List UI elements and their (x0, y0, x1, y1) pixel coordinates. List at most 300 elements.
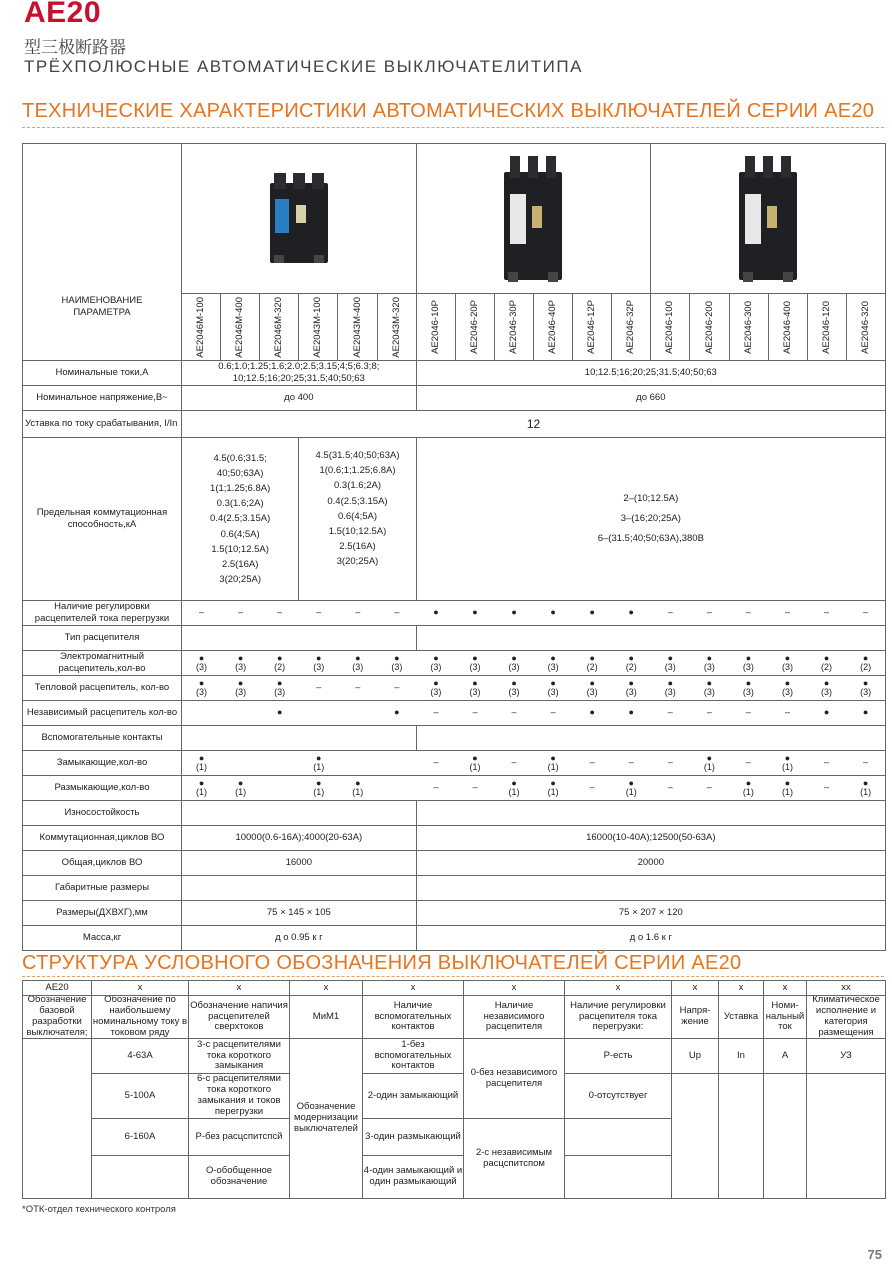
count-label: (3) (664, 662, 676, 672)
model-name (769, 294, 807, 360)
code-cell: х (719, 981, 763, 995)
aux-option: 1-без вспомогательных контактов (363, 1039, 463, 1073)
dot-icon: ● (394, 652, 400, 663)
dot-icon: ● (198, 777, 205, 788)
value-cell: – (824, 757, 830, 768)
breaking-line: 1(1;1.25;6.8А) (210, 483, 271, 495)
value-cell: ● (823, 707, 830, 718)
dot-icon: ● (511, 777, 517, 788)
value-cell: – (433, 757, 439, 768)
section-title-specs: ТЕХНИЧЕСКИЕ ХАРАКТЕРИСТИКИ АВТОМАТИЧЕСКИХ ВЫКЛЮЧАТЕЛЕЙ СЕРИИ АЕ20 (22, 100, 875, 122)
dot-icon: ● (472, 652, 478, 663)
value-cell (690, 754, 729, 773)
value-cell: ● (862, 707, 869, 718)
model-label: АЕ2046-40Р (547, 300, 559, 354)
value-cell (729, 654, 768, 673)
model-label: АЕ2046-30Р (507, 300, 519, 354)
value-cell (534, 754, 573, 773)
dot-icon: ● (784, 652, 791, 663)
model-label: АЕ2046-100 (664, 300, 676, 354)
value-cell (807, 679, 846, 698)
count-label: (1) (508, 787, 520, 797)
breaker-image-tall-2 (651, 144, 885, 293)
value-cell: – (628, 757, 634, 768)
value-cell (182, 654, 221, 673)
value-cell (495, 654, 534, 673)
spec-table (22, 143, 886, 951)
brand-title: AE20 (24, 0, 102, 29)
value-cell: – (784, 707, 790, 718)
value-cell: – (667, 707, 673, 718)
setting-value: 12 (182, 411, 885, 437)
empty-cell (719, 1074, 763, 1198)
count-label: (1) (352, 787, 364, 797)
count-label: (3) (352, 662, 364, 672)
empty-cell (764, 1074, 806, 1198)
dot-icon: ● (550, 652, 556, 663)
value-cell: – (550, 707, 556, 718)
dot-icon: ● (862, 677, 869, 688)
value-cell (416, 654, 455, 673)
model-label: АЕ2046-12Р (586, 300, 598, 354)
value-cell (299, 654, 338, 673)
breaking-a-list (210, 451, 270, 588)
value-cell: – (511, 757, 517, 768)
value-cell (768, 754, 807, 773)
breaking-line: 4.5(31.5;40;50;63А) (315, 450, 400, 461)
breaking-line: 3(20;25А) (336, 556, 379, 568)
aux-option: 3-один размыкающий (363, 1119, 463, 1155)
breaking-c (417, 438, 885, 600)
code-cell: х (290, 981, 362, 995)
row-label-close: Замыкающие,кол-во (23, 751, 181, 775)
current-option: 5-100А (92, 1074, 188, 1118)
value-cell: ● (550, 607, 556, 618)
struct-header: Климатическое исполнение и категория размещения (807, 996, 885, 1038)
value-cell (260, 679, 299, 698)
value-cell (534, 679, 573, 698)
value-cell: – (667, 607, 673, 618)
value-cell: – (355, 607, 361, 618)
row-label-adjust: Наличие регулировки расцепителей тока перегрузки (23, 601, 181, 625)
dot-icon: ● (550, 752, 556, 763)
model-label: АЕ2046-320 (859, 300, 871, 354)
count-label: (1) (860, 787, 872, 797)
model-name (456, 294, 494, 360)
dot-icon: ● (784, 752, 791, 763)
current-option: 4-63А (92, 1039, 188, 1073)
breaking-line: 40;50;63А) (216, 467, 264, 479)
row-label-open: Размыкающие,кол-во (23, 776, 181, 800)
row-label-mass: Масса,кг (23, 926, 181, 950)
dot-icon: ● (198, 752, 205, 763)
value-cell (846, 779, 885, 798)
value-cell (455, 654, 494, 673)
count-label: (1) (781, 762, 793, 772)
thermal-cells (182, 676, 885, 700)
count-label: (1) (547, 787, 559, 797)
param-header (23, 144, 181, 360)
empty-cell (807, 1074, 885, 1198)
count-label: (1) (547, 762, 559, 772)
count-label: (2) (274, 662, 286, 672)
row-label-breaking: Предельная коммутационная способность,кА (23, 438, 181, 600)
value-cell: ● (628, 707, 634, 718)
indep-option: 0-без независимого расцепителя (464, 1039, 564, 1118)
dot-icon: ● (316, 752, 322, 763)
dot-icon: ● (628, 677, 634, 688)
subtitle-ru: ТРЁХПОЛЮСНЫЕ АВТОМАТИЧЕСКИЕ ВЫКЛЮЧАТЕЛИТИПА (24, 57, 583, 76)
empty-cell (182, 801, 416, 825)
value-cell: – (863, 607, 869, 618)
switching-b: 16000(10-40А);12500(50-63А) (417, 826, 885, 850)
breaking-line: 0.6(4;5А) (337, 510, 378, 522)
model-name (417, 294, 455, 360)
value-cell (416, 679, 455, 698)
value-cell (221, 679, 260, 698)
breaking-line: 0.6(4;5А) (220, 528, 260, 540)
value-cell (182, 679, 221, 698)
indep-cells (182, 701, 885, 725)
value-cell (299, 779, 338, 798)
count-label: (3) (664, 687, 676, 697)
count-label: (1) (313, 762, 325, 772)
value-cell (534, 779, 573, 798)
section-title-structure: СТРУКТУРА УСЛОВНОГО ОБОЗНАЧЕНИЯ ВЫКЛЮЧАТЕЛЕЙ СЕРИИ АЕ20 (22, 952, 742, 974)
empty-cell (417, 801, 885, 825)
value-cell: – (706, 607, 712, 618)
model-name (847, 294, 885, 360)
value-cell: – (589, 782, 595, 793)
count-label: (3) (196, 687, 208, 697)
struct-header: Номи- нальный ток (764, 996, 806, 1038)
value-cell: – (316, 607, 322, 618)
mass-b: д о 1.6 к г (417, 926, 885, 950)
breaking-line: 1.5(10;12.5А) (211, 543, 269, 555)
count-label: (3) (313, 662, 325, 672)
code-cell: х (189, 981, 289, 995)
model-label: АЕ2046М-100 (195, 296, 207, 358)
param-header-label: НАИМЕНОВАНИЕ ПАРАМЕТРА (61, 295, 143, 318)
row-label-wear: Износостойкость (23, 801, 181, 825)
count-label: (3) (430, 687, 442, 697)
em-values (182, 651, 885, 675)
model-label: АЕ2046-32Р (625, 300, 637, 354)
count-label: (2) (821, 662, 833, 672)
dot-icon: ● (198, 677, 205, 688)
model-name (260, 294, 298, 360)
value-cell (534, 654, 573, 673)
dot-icon: ● (628, 652, 634, 663)
dot-icon: ● (355, 777, 361, 788)
em-cells (182, 651, 885, 675)
count-label: (2) (860, 662, 872, 672)
dot-icon: ● (316, 652, 322, 663)
breaking-line: 0.4(2.5;3.15А) (327, 495, 388, 507)
count-label: (3) (625, 687, 637, 697)
count-label: (1) (625, 787, 637, 797)
value-cell: – (199, 607, 205, 618)
code-cell: х (764, 981, 806, 995)
dot-icon: ● (862, 777, 869, 788)
breaking-line: 1(0.6;1;1.25;6.8А) (319, 465, 396, 477)
value-cell (260, 654, 299, 673)
breaking-line: 6–(31.5;40;50;63А),380В (597, 532, 704, 544)
value-cell (455, 679, 494, 698)
footnote: *ОТК-отдел технического контроля (22, 1204, 176, 1215)
struct-header: Обозначение напичия расцепителей сверхтоков (189, 996, 289, 1038)
empty-cell (565, 1119, 671, 1155)
structure-table (22, 980, 886, 1199)
model-name (612, 294, 650, 360)
model-name (182, 294, 220, 360)
value-cell (690, 679, 729, 698)
value-cell: – (472, 782, 478, 793)
value-cell (377, 654, 416, 673)
breaking-a (182, 438, 298, 600)
breaking-line: 0.3(1.6;2А) (216, 498, 264, 510)
dot-icon: ● (276, 677, 283, 688)
model-name (690, 294, 728, 360)
struct-header: Наличие регулировки расцепителя тока перегрузки: (565, 996, 671, 1038)
count-label: (3) (508, 662, 520, 672)
breaking-line: 2–(10;12.5А) (623, 493, 679, 505)
value-cell: ● (472, 607, 478, 618)
dot-icon: ● (784, 777, 791, 788)
count-label: (3) (508, 687, 520, 697)
value-cell: – (511, 707, 517, 718)
count-label: (3) (196, 662, 208, 672)
count-label: (3) (742, 687, 754, 697)
model-label: АЕ2046-400 (781, 300, 793, 354)
dot-icon: ● (706, 752, 713, 763)
model-label: АЕ2043М-320 (390, 296, 402, 358)
value-cell (651, 654, 690, 673)
dot-icon: ● (823, 677, 830, 688)
value-cell: ● (394, 707, 400, 718)
value-cell: ● (276, 707, 283, 718)
code-cell: х (92, 981, 188, 995)
empty-cell (565, 1156, 671, 1198)
count-label: (3) (860, 687, 872, 697)
row-label-total: Общая,циклов ВО (23, 851, 181, 875)
value-cell: – (316, 682, 322, 693)
struct-header: Уставка (719, 996, 763, 1038)
model-label: АЕ2046-200 (703, 300, 715, 354)
empty-cell (182, 626, 416, 650)
count-label: (3) (547, 662, 559, 672)
row-label-setting: Уставка по току срабатывания, I/In (23, 411, 181, 437)
dot-icon: ● (784, 677, 791, 688)
row-label-overall: Габаритные размеры (23, 876, 181, 900)
value-cell (768, 679, 807, 698)
row-label-aux: Вспомогательные контакты (23, 726, 181, 750)
model-label: АЕ2046М-320 (273, 296, 285, 358)
count-label: (3) (821, 687, 833, 697)
climate-code: УЗ (807, 1039, 885, 1073)
dot-icon: ● (823, 652, 830, 663)
row-label-switching: Коммутационная,циклов ВО (23, 826, 181, 850)
page-number: 75 (867, 1247, 882, 1262)
empty-cell (92, 1156, 188, 1198)
count-label: (2) (625, 662, 637, 672)
value-cell: – (706, 707, 712, 718)
breaking-c-list (598, 489, 704, 549)
value-cell: – (277, 607, 283, 618)
struct-header: Обозначение по наибольшему номинальному току в токовом ряду (92, 996, 188, 1038)
adjust-values (182, 601, 885, 625)
row-label-dims: Размеры(ДХВХГ),мм (23, 901, 181, 925)
indep-values (182, 701, 885, 725)
dot-icon: ● (667, 677, 673, 688)
model-label: АЕ2046-300 (742, 300, 754, 354)
breaking-line: 0.3(1.6;2А) (333, 480, 381, 492)
empty-cell (182, 876, 416, 900)
code-cell: АЕ20 (23, 981, 91, 995)
count-label: (1) (196, 787, 208, 797)
row-label-current: Номинальные токи,А (23, 361, 181, 385)
dot-icon: ● (550, 677, 556, 688)
dot-icon: ● (745, 677, 752, 688)
model-name (221, 294, 259, 360)
empty-cell (417, 876, 885, 900)
code-cell: хх (807, 981, 885, 995)
value-cell: – (745, 707, 751, 718)
value-cell: – (433, 782, 439, 793)
value-cell (729, 679, 768, 698)
divider (22, 976, 884, 977)
breaking-line: 0.4(2.5;3.15А) (210, 513, 271, 525)
indep-option: 2-с независимым расцспитспом (464, 1119, 564, 1198)
value-cell: – (394, 682, 400, 693)
setting-code: In (719, 1039, 763, 1073)
mim-description: Обозначение модернизации выключателей (290, 1039, 362, 1198)
aux-option: 4-один замыкающий и один размыкающий (363, 1156, 463, 1198)
model-name (338, 294, 376, 360)
count-label: (3) (430, 662, 442, 672)
empty-cell (417, 726, 885, 750)
count-label: (3) (469, 662, 481, 672)
count-label: (1) (703, 762, 715, 772)
open-cells (182, 776, 885, 800)
dot-icon: ● (706, 652, 713, 663)
dot-icon: ● (550, 777, 556, 788)
count-label: (1) (196, 762, 208, 772)
value-cell (651, 679, 690, 698)
model-label: АЕ2043М-400 (351, 296, 363, 358)
value-cell: – (589, 757, 595, 768)
dot-icon: ● (237, 652, 244, 663)
value-cell: – (667, 782, 673, 793)
dot-icon: ● (472, 752, 478, 763)
divider (22, 127, 884, 128)
count-label: (3) (703, 687, 715, 697)
breaker-image-small (182, 144, 416, 293)
count-label: (3) (781, 662, 793, 672)
thermal-values (182, 676, 885, 700)
dot-icon: ● (433, 677, 439, 688)
struct-header: Напря- жение (672, 996, 718, 1038)
value-cell (690, 654, 729, 673)
model-name (378, 294, 416, 360)
dot-icon: ● (198, 652, 205, 663)
rated-code: А (764, 1039, 806, 1073)
release-option: 6-с расцепителями тока короткого замыкания и токов перегрузки (189, 1074, 289, 1118)
count-label: (3) (235, 687, 247, 697)
value-cell (846, 654, 885, 673)
value-cell: ● (511, 607, 517, 618)
model-name (808, 294, 846, 360)
breaker-icon (264, 171, 334, 267)
dot-icon: ● (433, 652, 439, 663)
dims-a: 75 × 145 × 105 (182, 901, 416, 925)
struct-header: МиМ1 (290, 996, 362, 1038)
dot-icon: ● (628, 777, 634, 788)
close-values (182, 751, 885, 775)
row-label-voltage: Номинальное напряжение,В~ (23, 386, 181, 410)
value-cell: – (706, 782, 712, 793)
value-cell (495, 679, 534, 698)
adjust-option: 0-отсутствуег (565, 1074, 671, 1118)
breaking-line: 3–(16;20;25А) (620, 513, 681, 525)
empty-cell (672, 1074, 718, 1198)
count-label: (1) (469, 762, 481, 772)
breaker-image-tall-1 (417, 144, 651, 293)
model-name (651, 294, 689, 360)
current-option: 6-160А (92, 1119, 188, 1155)
dot-icon: ● (237, 777, 244, 788)
voltage: до 660 (417, 386, 885, 410)
value-cell (612, 679, 651, 698)
value-cell: – (472, 707, 478, 718)
model-name (730, 294, 768, 360)
value-cell: – (824, 607, 830, 618)
empty-cell (23, 1039, 91, 1198)
dot-icon: ● (589, 652, 595, 663)
count-label: (3) (781, 687, 793, 697)
model-name (534, 294, 572, 360)
value-cell: ● (433, 607, 439, 618)
value-cell (455, 754, 494, 773)
dot-icon: ● (667, 652, 673, 663)
value-cell: – (745, 757, 751, 768)
dot-icon: ● (355, 652, 361, 663)
value-cell (573, 679, 612, 698)
adjust-cells (182, 601, 885, 625)
value-cell: ● (589, 607, 595, 618)
dot-icon: ● (316, 777, 322, 788)
code-cell: х (464, 981, 564, 995)
value-cell: ● (589, 707, 595, 718)
value-cell (338, 779, 377, 798)
count-label: (3) (703, 662, 715, 672)
value-cell: – (238, 607, 244, 618)
breaking-b (299, 438, 415, 600)
total-b: 20000 (417, 851, 885, 875)
dot-icon: ● (745, 652, 752, 663)
release-option: Р-без расцспитспсй (189, 1119, 289, 1155)
current-values-m: 0.6;1.0;1.25;1.6;2.0;2.5;3.15;4;5;6.3;8; 10;12.5;16;20;25;31.5;40;50;63 (182, 361, 416, 385)
value-cell: – (394, 607, 400, 618)
model-name (573, 294, 611, 360)
value-cell (768, 779, 807, 798)
value-cell (612, 654, 651, 673)
value-cell: – (667, 757, 673, 768)
count-label: (3) (235, 662, 247, 672)
value-cell: – (355, 682, 361, 693)
value-cell (221, 779, 260, 798)
row-label-em: Электромагнитный расцепитель,кол-во (23, 651, 181, 675)
